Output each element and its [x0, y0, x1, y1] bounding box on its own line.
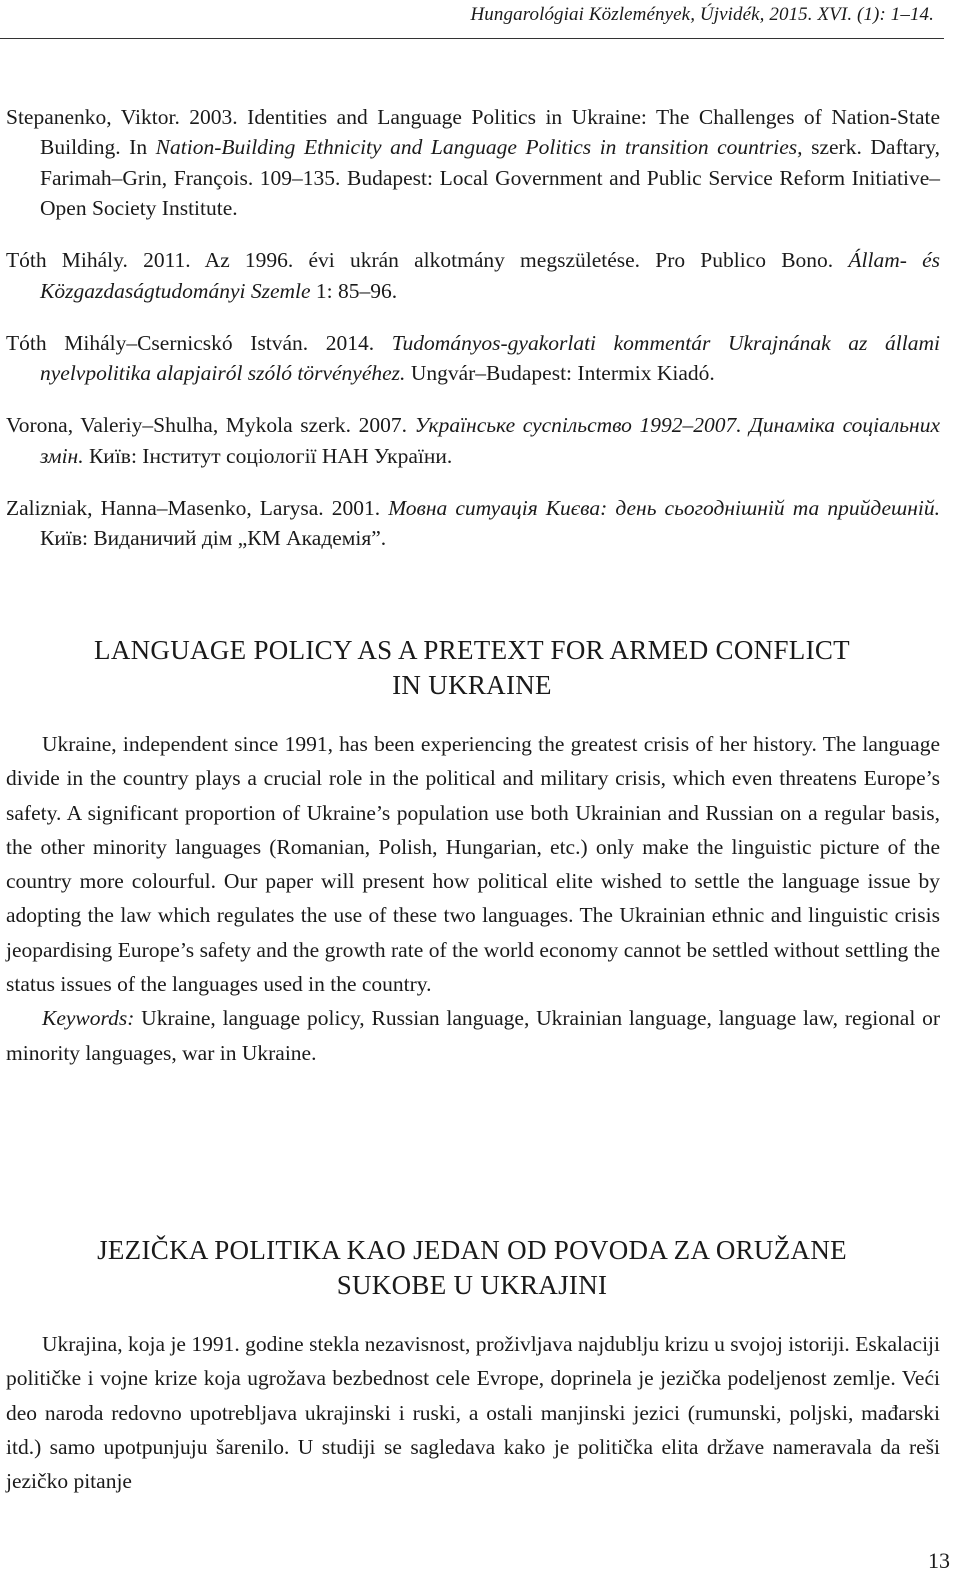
serbian-abstract	[6, 1327, 940, 1498]
english-keywords	[6, 1001, 940, 1070]
english-abstract	[6, 727, 940, 1070]
running-head-text: Hungarológiai Közlemények, Újvidék, 2015. XVI. (1): 1–14.	[470, 4, 934, 25]
running-header	[0, 0, 944, 39]
english-abstract-text: Ukraine, independent since 1991, has been experiencing the greatest crisis of her history. The language divide in the country plays a crucial role in the political and military crisis, which even threatens Europe’s safety. A significant proportion of Ukraine’s population use both Ukrainian and Russian on a regular basis, the other minority languages (Romanian, Polish, Hungarian, etc.) only make the linguistic picture of the country more colourful. Our paper will present how political elite wished to settle the language issue by adopting the law which regulates the use of these two languages. The Ukrainian ethnic and linguistic crisis jeopardising Europe’s safety and the growth rate of the world economy cannot be settled without settling the status issues of the languages used in the country.	[6, 732, 940, 997]
english-title-line-2: IN UKRAINE	[392, 670, 552, 700]
serbian-title-line-2: SUKOBE U UKRAJINI	[336, 1270, 608, 1300]
reference-item: Vorona, Valeriy–Shulha, Mykola szerk. 2007. Українське суспільство 1992–2007. Динаміка соціальних змін. Київ: Інститут соціології НАН України.	[6, 413, 940, 468]
reference-item: Stepanenko, Viktor. 2003. Identities and Language Politics in Ukraine: The Challenges of Nation-State Building. In Nation-Building Ethnicity and Language Politics in transition countries, szerk. Daftary, Farimah–Grin, François. 109–135. Budapest: Local Government and Public Service Reform Initiative–Open Society Institute.	[6, 104, 941, 220]
serbian-abstract-text: Ukrajina, koja je 1991. godine stekla nezavisnost, proživljava najdublju krizu u svojoj istoriji. Eskalaciji političke i vojne krize koja ugrožava bezbednost cele Evrope, doprinela je jezička podeljenost zemlje. Veći deo naroda redovno upotrebljava ukrajinski i ruski, a ostali manjinski jezici (rumunski, poljski, mađarski itd.) samo upotpunjuju šarenilo. U studiji se sagledava kako je politička elita države nameravala da reši jezičko pitanje	[6, 1332, 940, 1494]
keywords-list: Ukraine, language policy, Russian language, Ukrainian language, language law, regional or minority languages, war in Ukraine.	[6, 1006, 940, 1065]
reference-item: Tóth Mihály. 2011. Az 1996. évi ukrán alkotmány megszületése. Pro Publico Bono. Állam- és Közgazdaságtudományi Szemle 1: 85–96.	[6, 248, 940, 303]
keywords-label: Keywords:	[42, 1006, 135, 1031]
page-number: 13	[928, 1548, 950, 1573]
reference-item: Tóth Mihály–Csernicskó István. 2014. Tudományos-gyakorlati kommentár Ukrajnának az állami nyelvpolitika alapjairól szóló törvényéhez. Ungvár–Budapest: Intermix Kiadó.	[6, 330, 940, 385]
reference-item: Zalizniak, Hanna–Masenko, Larysa. 2001. Мовна ситуація Києва: день сьогоднішній та прийдешній. Київ: Виданичий дім „КМ Академія”.	[6, 495, 941, 550]
english-title	[0, 633, 944, 703]
reference-list	[6, 80, 940, 560]
english-title-line-1: LANGUAGE POLICY AS A PRETEXT FOR ARMED CONFLICT	[94, 635, 850, 665]
serbian-title-line-1: JEZIČKA POLITIKA KAO JEDAN OD POVODA ZA ORUŽANE	[97, 1235, 847, 1265]
serbian-title	[0, 1233, 944, 1303]
